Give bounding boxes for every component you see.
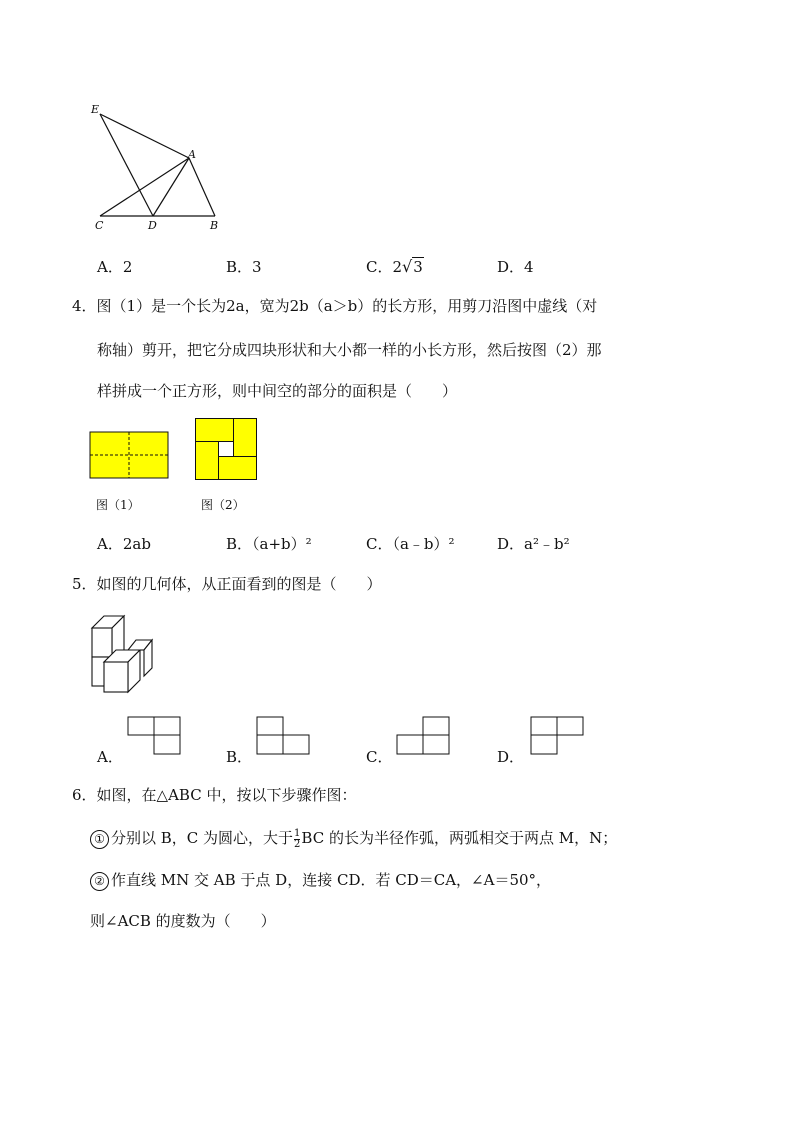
triangle-figure [85, 98, 235, 238]
q5-option-b-view[interactable] [256, 716, 310, 756]
q4-line-2: 称轴）剪开，把它分成四块形状和大小都一样的小长方形，然后按图（2）那 [97, 341, 602, 359]
q6-step-1 [90, 826, 617, 850]
q3-option-a[interactable]: A．2 [97, 258, 133, 276]
q5-option-a[interactable]: A． [97, 748, 123, 766]
q3-option-c[interactable] [366, 256, 424, 277]
point-label-d: D [148, 219, 157, 232]
q4-line-1: 4．图（1）是一个长为2a，宽为2b（a＞b）的长方形，用剪刀沿图中虚线（对 [72, 297, 598, 315]
q3-option-b[interactable]: B．3 [226, 258, 262, 276]
point-label-c: C [95, 219, 104, 232]
q4-option-a[interactable]: A．2ab [97, 535, 151, 553]
q6-question: 则∠ACB 的度数为（ ） [90, 912, 276, 930]
q5-stem: 5．如图的几何体，从正面看到的图是（ ） [72, 575, 382, 593]
step-1-marker: ① [90, 830, 109, 849]
step-2-text: 作直线 MN 交 AB 于点 D，连接 CD．若 CD＝CA，∠A＝50°， [111, 871, 552, 889]
step-1-text-a: 分别以 B，C 为圆心，大于 [111, 829, 294, 847]
fig2-square [195, 418, 257, 480]
q3-option-c-radicand: 3 [413, 258, 423, 276]
q5-option-d[interactable]: D． [497, 748, 525, 766]
fraction-numerator: 1 [294, 827, 301, 839]
q3-option-d[interactable]: D．4 [497, 258, 534, 276]
step-1-text-b: BC 的长为半径作弧，两弧相交于两点 M，N； [301, 829, 618, 847]
fig1-rectangle [89, 431, 169, 479]
point-label-e: E [91, 103, 100, 116]
fraction-denominator: 2 [294, 838, 301, 850]
point-label-b: B [210, 219, 219, 232]
cube-solid-figure [88, 610, 158, 694]
q6-stem: 6．如图，在△ABC 中，按以下步骤作图： [72, 786, 357, 804]
one-half-fraction [294, 829, 300, 850]
q4-option-c[interactable]: C．（a﹣b）² [366, 535, 455, 553]
q5-option-c[interactable]: C． [366, 748, 393, 766]
q5-option-d-view[interactable] [530, 716, 584, 756]
q5-option-a-view[interactable] [127, 716, 181, 756]
step-2-marker: ② [90, 872, 109, 891]
fig2-caption: 图（2） [201, 498, 245, 512]
q5-option-b[interactable]: B． [226, 748, 253, 766]
q3-option-c-prefix: C．2 [366, 258, 403, 276]
fig1-caption: 图（1） [96, 498, 140, 512]
q5-option-c-view[interactable] [396, 716, 450, 756]
q4-option-b[interactable]: B．（a+b）² [226, 535, 312, 553]
q4-line-3: 样拼成一个正方形，则中间空的部分的面积是（ ） [97, 382, 458, 400]
point-label-a: A [188, 148, 196, 161]
sqrt-symbol: √ [402, 257, 413, 276]
q6-step-2 [90, 868, 551, 892]
q4-option-d[interactable]: D．a²﹣b² [497, 535, 570, 553]
